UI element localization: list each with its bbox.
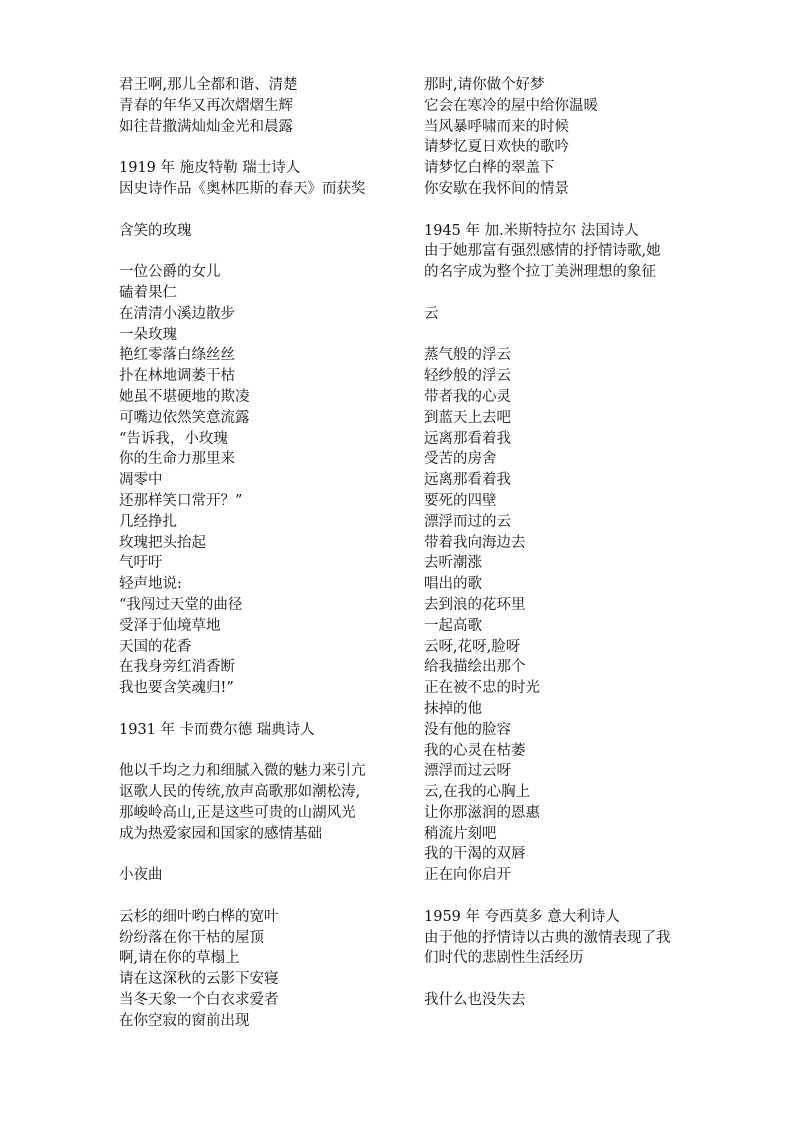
right-column-line: 我的干渴的双唇 — [424, 846, 526, 863]
right-column-line: 们时代的悲剧性生活经历 — [424, 950, 584, 967]
right-column-line: 云呀,花呀,脸呀 — [424, 638, 521, 655]
right-column-line: 由于她那富有强烈感情的抒情诗歌,她 — [424, 243, 661, 260]
left-column-line: 那峻岭高山,正是这些可贵的山湖风光 — [119, 804, 356, 821]
right-column-line: 漂浮而过的云 — [424, 513, 511, 530]
right-column-line: 抹掉的他 — [424, 700, 482, 717]
left-column-line: 艳红零落白绦丝丝 — [119, 347, 235, 364]
left-column-line: 扑在林地调萎干枯 — [119, 368, 235, 385]
left-column-line: 一朵玫瑰 — [119, 326, 177, 343]
left-text-column — [119, 75, 419, 1032]
right-column-line: 远离那看着我 — [424, 472, 511, 489]
right-column-line: 去听潮涨 — [424, 555, 482, 572]
left-column-line: 磕着果仁 — [119, 284, 177, 301]
left-column-line: 1919 年 施皮特勒 瑞士诗人 — [119, 160, 301, 177]
right-column-line: 你安歇在我怀间的情景 — [424, 180, 569, 197]
right-column-line: 那时,请你做个好梦 — [424, 77, 545, 93]
right-column-line — [424, 886, 724, 907]
right-column-line: 稍流片刻吧 — [424, 825, 497, 842]
right-column-line: 带者我的心灵 — [424, 388, 511, 405]
right-column-line: 的名字成为整个拉丁美洲理想的象征 — [424, 264, 656, 281]
left-column-line — [119, 241, 419, 262]
left-column-line: 含笑的玫瑰 — [119, 222, 192, 239]
right-column-line: 云,在我的心胸上 — [424, 784, 531, 801]
left-column-line: 气吁吁 — [119, 555, 163, 572]
right-column-line: 让你那滋润的恩惠 — [424, 804, 540, 821]
left-column-line: “告诉我，小玫瑰 — [119, 430, 228, 447]
right-column-line: 一起高歌 — [424, 617, 482, 634]
left-column-line — [119, 200, 419, 221]
left-column-line: 还那样笑口常开？” — [119, 492, 243, 509]
left-column-line — [119, 699, 419, 720]
left-column-line — [119, 137, 419, 158]
left-column-line: 讴歌人民的传统,放声高歌那如潮松涛, — [119, 784, 361, 801]
left-column-line: 因史诗作品《奥林匹斯的春天》而获奖 — [119, 180, 366, 197]
right-column-line: 去到浪的花环里 — [424, 596, 526, 613]
right-column-line: 带着我向海边去 — [424, 534, 526, 551]
right-column-line: 漂浮而过云呀 — [424, 763, 511, 780]
left-column-line: 纷纷落在你干枯的屋顶 — [119, 929, 264, 946]
right-text-column — [424, 75, 724, 1011]
left-column-line: 轻声地说: — [119, 576, 182, 593]
right-column-line: 受苦的房舍 — [424, 451, 497, 468]
left-column-line — [119, 844, 419, 865]
left-column-line: 她虽不堪硬地的欺凌 — [119, 388, 250, 405]
left-column-line: 当冬天象一个白衣求爱者 — [119, 992, 279, 1009]
right-column-line — [424, 283, 724, 304]
left-column-line: 受泽于仙境草地 — [119, 617, 221, 634]
left-column-line: 在清清小溪边散步 — [119, 305, 235, 322]
right-column-line: 正在向你启开 — [424, 867, 511, 884]
right-column-line: 要死的四壁 — [424, 492, 497, 509]
left-column-line: 几经挣扎 — [119, 513, 177, 530]
left-column-line: 凋零中 — [119, 472, 163, 489]
right-column-line: 当风暴呼啸而来的时候 — [424, 118, 569, 135]
right-column-line: 远离那看着我 — [424, 430, 511, 447]
right-column-line: 蒸气般的浮云 — [424, 347, 511, 364]
left-column-line: 1931 年 卡而费尔德 瑞典诗人 — [119, 721, 315, 738]
right-column-line: 正在被不忠的时光 — [424, 680, 540, 697]
left-column-line: 可嘴边依然笑意流露 — [119, 409, 250, 426]
left-column-line: 在你空寂的窗前出现 — [119, 1012, 250, 1029]
left-column-line: 青春的年华又再次熠熠生辉 — [119, 97, 293, 114]
left-column-line — [119, 741, 419, 762]
right-column-line: 轻纱般的浮云 — [424, 368, 511, 385]
right-column-line: 唱出的歌 — [424, 576, 482, 593]
right-column-line — [424, 325, 724, 346]
right-column-line: 请梦忆白桦的翠盖下 — [424, 160, 555, 177]
right-column-line: 由于他的抒情诗以古典的激情表现了我 — [424, 929, 671, 946]
right-column-line: 到蓝天上去吧 — [424, 409, 511, 426]
right-column-line: 它会在寒冷的屋中给你温暖 — [424, 97, 598, 114]
left-column-line: 一位公爵的女儿 — [119, 264, 221, 281]
left-column-line: 成为热爱家园和国家的感情基础 — [119, 825, 322, 842]
left-column-line: 他以千均之力和细腻入微的魅力来引亢 — [119, 763, 366, 780]
right-column-line: 给我描绘出那个 — [424, 659, 526, 676]
left-column-line: 天国的花香 — [119, 638, 192, 655]
right-column-line: 我的心灵在枯萎 — [424, 742, 526, 759]
left-column-line: 玫瑰把头抬起 — [119, 534, 206, 551]
right-column-line: 没有他的脸容 — [424, 721, 511, 738]
right-column-line: 1959 年 夸西莫多 意大利诗人 — [424, 908, 620, 925]
left-column-line: 请在这深秋的云影下安寝 — [119, 971, 279, 988]
left-column-line: 小夜曲 — [119, 867, 163, 884]
left-column-line: 你的生命力那里来 — [119, 451, 235, 468]
left-column-line — [119, 886, 419, 907]
left-column-line: 啊,请在你的草榻上 — [119, 950, 240, 967]
right-column-line — [424, 969, 724, 990]
left-column-line: 我也要含笑魂归!” — [119, 680, 234, 697]
right-column-line: 云 — [424, 305, 439, 322]
left-column-line: “我闯过天堂的曲径 — [119, 596, 243, 613]
right-column-line: 1945 年 加.米斯特拉尔 法国诗人 — [424, 222, 639, 239]
right-column-line: 请梦忆夏日欢快的歌吟 — [424, 139, 569, 156]
left-column-line: 如往昔撒满灿灿金光和晨露 — [119, 118, 293, 135]
right-column-line — [424, 200, 724, 221]
right-column-line: 我什么也没失去 — [424, 992, 526, 1009]
left-column-line: 云杉的细叶哟白桦的宽叶 — [119, 908, 279, 925]
left-column-line: 在我身旁红消香断 — [119, 659, 235, 676]
left-column-line: 君王啊,那儿全都和谐、清楚 — [119, 77, 298, 93]
